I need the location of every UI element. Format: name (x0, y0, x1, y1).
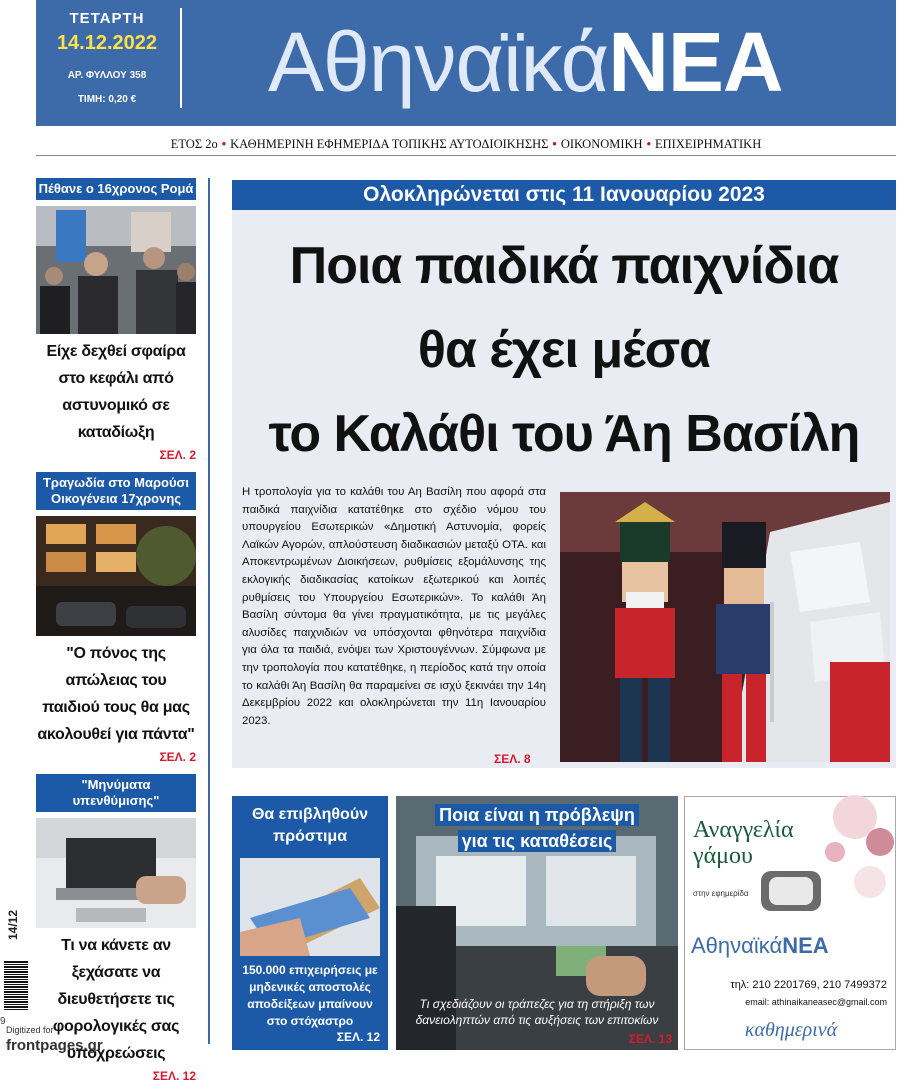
page-reference: ΣΕΛ. 13 (628, 1032, 672, 1046)
deposits-title (396, 802, 678, 854)
announcement-subtitle: στην εφημερίδα (693, 889, 749, 898)
nutcracker-illustration (560, 492, 890, 762)
ad-email: email: athinaikaneasec@gmail.com (745, 997, 887, 1007)
page-reference: ΣΕΛ. 2 (159, 750, 196, 764)
column-divider (208, 178, 210, 1044)
story-text: Είχε δεχθεί σφαίρα στο κεφάλι από αστυνομικό σε καταδίωξη (46, 343, 186, 441)
barcode-digit: 9 (0, 1016, 6, 1027)
logo-light-text: Αθηναϊκά (268, 15, 609, 109)
nutcracker-photo (560, 492, 890, 762)
story-label: Πέθανε ο 16χρονος Ρομά (36, 178, 196, 200)
story-label: "Μηνύματα υπενθύμισης" (36, 774, 196, 812)
watermark (6, 1022, 103, 1054)
strap-item: ΟΙΚΟΝΟΜΙΚΗ (560, 137, 643, 151)
watermark-text: frontpages.gr (6, 1037, 103, 1054)
left-story-2[interactable] (36, 472, 196, 764)
ad-phone: τηλ: 210 2201769, 210 7499372 (730, 979, 887, 991)
headline-line: θα έχει μέσα (417, 321, 711, 379)
story-text: "Ο πόνος της απώλειας του παιδιού τους θα μας ακολουθεί για πάντα" (37, 645, 195, 743)
strapline (36, 132, 896, 156)
laptop-photo (36, 818, 196, 928)
logo-bold-text: ΝΕΑ (608, 15, 783, 109)
barcode (4, 960, 28, 1010)
deposits-story[interactable] (396, 796, 678, 1050)
left-column (36, 178, 196, 1083)
building-photo (36, 516, 196, 636)
page-reference: ΣΕΛ. 12 (336, 1030, 380, 1044)
masthead-day: ΤΕΤΑΡΤΗ (69, 10, 145, 27)
masthead-issue: ΑΡ. ΦΥΛΛΟΥ 358 (67, 70, 147, 81)
laptop-illustration (36, 818, 196, 928)
main-kicker: Ολοκληρώνεται στις 11 Ιανουαρίου 2023 (232, 180, 896, 210)
announcement-title (693, 817, 794, 869)
headline-line: το Καλάθι του Άη Βασίλη (268, 405, 860, 463)
side-date: 14/12 (6, 909, 20, 940)
strap-bullet: • (221, 137, 227, 151)
watermark-small: Digitized for (6, 1025, 54, 1035)
main-story[interactable] (232, 180, 896, 768)
banknotes-illustration (240, 858, 380, 956)
protest-illustration (36, 206, 196, 334)
ad-daily: καθημερινά (744, 1019, 838, 1041)
masthead-price: ΤΙΜΗ: 0,20 € (77, 94, 137, 105)
deposits-title-line: Ποια είναι η πρόβλεψη (435, 804, 639, 826)
main-body: Η τροπολογία για το καλάθι του Αη Βασίλη που αφορά στα παιδικά παιχνίδια κατατέθηκε στο σχέδιο νόμου του υπουργείου Εσωτερικών «Δημοτική Αστυνομία, φορείς Λαϊκών Αγορών, απλούστευση διαδικασιών μεταξύ ΟΤΑ. και Αποκεντρωμένων Διοικήσεων, ρυθμίσεις εξομάλυνσης της εκλογικής διαδικασίας κατοίκων εξωτερικού και λοιπές ρυθμίσεις του Υπουργείου Εσωτερικών». Το καλάθι Άη Βασίλη σύντομα θα γίνει πραγματικότητα, με τις μεγάλες αλυσίδες παιχνιδιών να υπόσχονται φθηνότερα παιχνίδια για όλα τα παιδιά, ενόψει των Χριστουγέννων. Σύμφωνα με την τροπολογία που κατατέθηκε, η περίοδος κατά την οποία το καλάθι Άη Βασίλη θα παραμείνει σε ισχύ ξεκινάει την 14η Δεκεμβρίου 2022 και ολοκληρώνεται την 11η Ιανουαρίου 2023. (242, 486, 546, 727)
building-illustration (36, 516, 196, 636)
headline-line: Ποια παιδικά παιχνίδια (289, 237, 839, 295)
fines-story[interactable] (232, 796, 388, 1050)
strap-bullet: • (646, 137, 651, 151)
strap-item: ΕΠΙΧΕΙΡΗΜΑΤΙΚΗ (654, 137, 762, 151)
fines-text: 150.000 επιχειρήσεις με μηδενικές αποστολές αποδείξεων μπαίνουν στο στόχαστρο (242, 963, 378, 1028)
left-story-1[interactable] (36, 178, 196, 462)
story-label: Τραγωδία στο Μαρούσι Οικογένεια 17χρονης (36, 472, 196, 510)
page-reference: ΣΕΛ. 12 (152, 1069, 196, 1083)
strap-item: ΚΑΘΗΜΕΡΙΝΗ ΕΦΗΜΕΡΙΔΑ ΤΟΠΙΚΗΣ ΑΥΤΟΔΙΟΙΚΗΣΗΣ (230, 137, 549, 151)
masthead-divider (180, 8, 182, 108)
newspaper-logo (268, 12, 783, 112)
main-headline (232, 224, 896, 476)
ad-logo-bold: ΝΕΑ (782, 933, 829, 958)
ad-logo (691, 933, 829, 959)
announcement-title-line: Αναγγελία (693, 817, 794, 843)
deposits-text: Τι σχεδιάζουν οι τράπεζες για τη στήριξη των δανειοληπτών από τις αυξήσεις των επιτοκίων (415, 997, 659, 1027)
masthead-date: 14.12.2022 (56, 32, 158, 54)
strap-bullet: • (552, 137, 557, 151)
ad-logo-light: Αθηναϊκά (691, 933, 783, 958)
protest-photo (36, 206, 196, 334)
story-text: Τι να κάνετε αν ξεχάσατε να διευθετήσετε τις φορολογικές σας υποχρεώσεις (52, 937, 180, 1062)
strap-item: ΕΤΟΣ 2ο (170, 137, 218, 151)
announcement-title-line: γάμου (693, 843, 753, 869)
fines-title: Θα επιβληθούν πρόστιμα (251, 806, 369, 845)
page-reference: ΣΕΛ. 8 (494, 752, 531, 766)
wedding-announcement-ad[interactable] (684, 796, 896, 1050)
deposits-title-line: για τις καταθέσεις (458, 830, 617, 852)
page-reference: ΣΕΛ. 2 (159, 448, 196, 462)
banknotes-photo (240, 858, 380, 956)
